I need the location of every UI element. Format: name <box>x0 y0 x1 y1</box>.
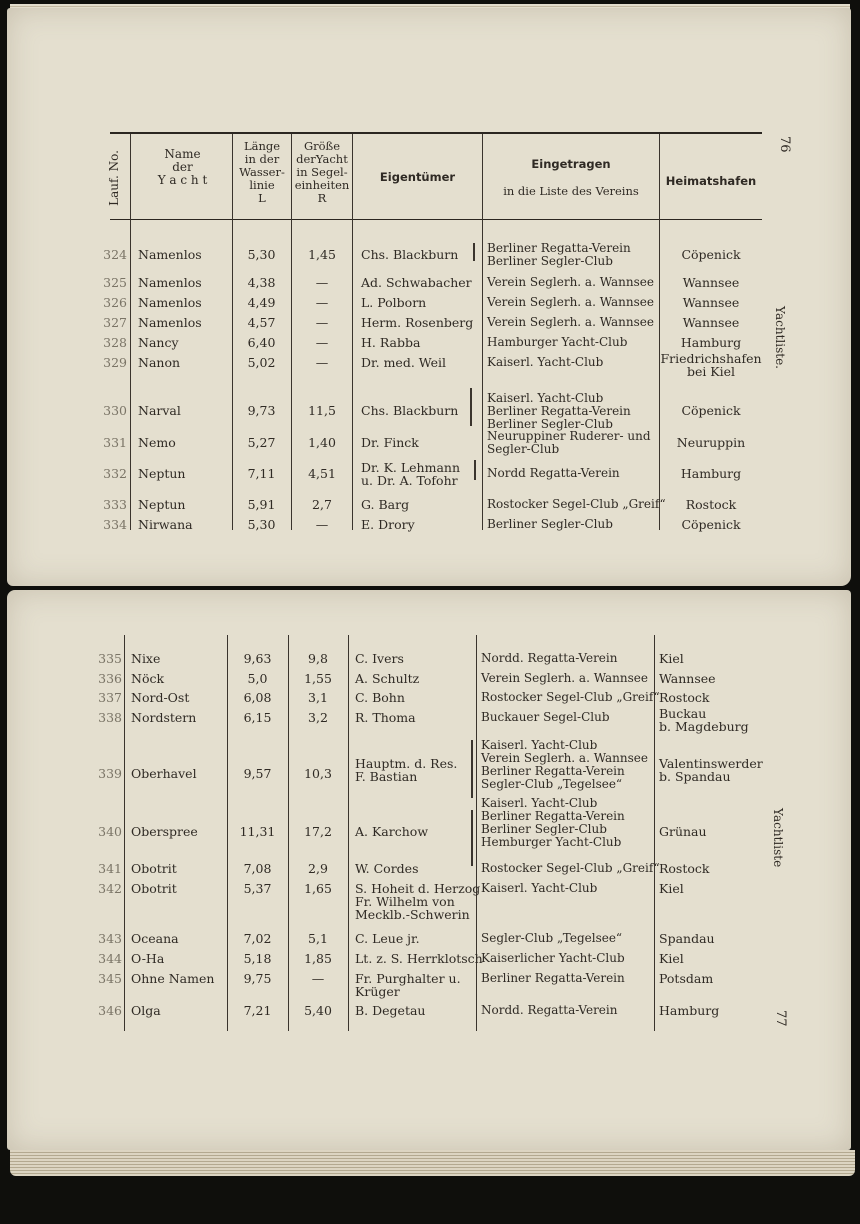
length-value: 5,27 <box>247 435 276 450</box>
club-entry: Kaiserl. Yacht-Club Berliner Regatta-Verein Berliner Segler-Club Hemburger Yacht-Club <box>481 796 625 849</box>
yacht-name: Oberspree <box>131 824 198 839</box>
home-port: Hamburg <box>680 466 742 481</box>
sail-units-value: 17,2 <box>304 824 332 839</box>
owner-name: C. Bohn <box>355 690 405 705</box>
club-entry: Segler-Club „Tegelsee“ <box>481 931 623 945</box>
sail-units-value: 1,65 <box>304 881 332 896</box>
length-value: 5,0 <box>247 671 268 686</box>
brace <box>471 740 473 798</box>
owner-name: H. Rabba <box>361 335 421 350</box>
yacht-name: Oceana <box>131 931 179 946</box>
owner-name: Ad. Schwabacher <box>361 275 472 290</box>
page-number: 77 <box>773 1010 788 1027</box>
length-value: 5,18 <box>243 951 272 966</box>
home-port: Friedrichshafen bei Kiel <box>660 351 762 379</box>
home-port: Hamburg <box>680 335 742 350</box>
owner-name: S. Hoheit d. Herzog Fr. Wilhelm von Mecklb.-Schwerin <box>355 881 481 922</box>
owner-name: C. Ivers <box>355 651 404 666</box>
row-number: 330 <box>103 403 127 418</box>
yacht-name: Nanon <box>138 355 181 370</box>
length-value: 7,08 <box>243 861 272 876</box>
sail-units-value: 1,85 <box>304 951 332 966</box>
row-number: 335 <box>98 651 122 666</box>
home-port: Rostock <box>659 690 710 705</box>
length-value: 5,30 <box>247 517 276 532</box>
header-eingetragen-sub: in die Liste des Vereins <box>503 184 639 198</box>
home-port: Kiel <box>659 651 684 666</box>
yacht-name: Obotrit <box>131 881 177 896</box>
length-value: 7,11 <box>247 466 276 481</box>
row-number: 332 <box>103 466 127 481</box>
yacht-name: Nord-Ost <box>131 690 190 705</box>
club-entry: Kaiserl. Yacht-Club <box>481 881 598 895</box>
club-entry: Verein Seglerh. a. Wannsee <box>487 315 654 329</box>
row-number: 327 <box>103 315 127 330</box>
row-number: 342 <box>98 881 122 896</box>
brace <box>474 460 476 480</box>
yacht-name: O-Ha <box>131 951 165 966</box>
brace <box>470 388 472 426</box>
sail-units-value: 1,45 <box>308 247 336 262</box>
club-entry: Berliner Regatta-Verein <box>481 971 625 985</box>
owner-name: Dr. med. Weil <box>361 355 446 370</box>
owner-name: Hauptm. d. Res. F. Bastian <box>355 756 458 784</box>
running-title: Yachtliste <box>771 808 785 868</box>
header-top-rule <box>110 132 762 134</box>
header-heimatshafen: Heimatshafen <box>665 174 757 188</box>
header-eingetragen: Eingetragen <box>531 157 611 171</box>
length-value: 11,31 <box>239 824 276 839</box>
home-port: Valentinswerder b. Spandau <box>659 756 763 784</box>
row-number: 328 <box>103 335 127 350</box>
yacht-name: Nixe <box>131 651 161 666</box>
sail-units-value: 2,7 <box>312 497 332 512</box>
owner-name: Dr. K. Lehmann u. Dr. A. Tofohr <box>361 460 461 488</box>
row-number: 324 <box>103 247 127 262</box>
home-port: Wannsee <box>659 671 716 686</box>
brace <box>473 243 475 261</box>
sail-units-value: 5,1 <box>308 931 328 946</box>
row-number: 337 <box>98 690 122 705</box>
length-value: 5,02 <box>247 355 276 370</box>
book-bottom-edge <box>10 1150 855 1176</box>
length-value: 4,57 <box>247 315 276 330</box>
home-port: Rostock <box>685 497 737 512</box>
club-entry: Berliner Regatta-Verein Berliner Segler-Club <box>487 241 631 268</box>
col-divider <box>476 635 477 1031</box>
club-entry: Rostocker Segel-Club „Greif“ <box>481 690 660 704</box>
home-port: Potsdam <box>659 971 714 986</box>
header-groesse: Größe derYacht in Segel- einheiten R <box>294 139 350 205</box>
owner-name: Dr. Finck <box>361 435 419 450</box>
sail-units-value: 1,40 <box>308 435 336 450</box>
yacht-name: Namenlos <box>138 295 202 310</box>
length-value: 9,73 <box>247 403 276 418</box>
col-divider <box>348 635 349 1031</box>
yacht-name: Olga <box>131 1003 161 1018</box>
row-number: 329 <box>103 355 127 370</box>
yacht-name: Namenlos <box>138 247 202 262</box>
club-entry: Verein Seglerh. a. Wannsee <box>487 275 654 289</box>
length-value: 7,21 <box>243 1003 272 1018</box>
home-port: Hamburg <box>659 1003 720 1018</box>
yacht-name: Narval <box>138 403 181 418</box>
brace <box>471 810 473 866</box>
owner-name: Lt. z. S. Herrklotsch <box>355 951 483 966</box>
yacht-name: Nancy <box>138 335 179 350</box>
home-port: Neuruppin <box>676 435 746 450</box>
header-name: Name der Y a c h t <box>157 147 208 187</box>
row-number: 340 <box>98 824 122 839</box>
yacht-name: Oberhavel <box>131 766 197 781</box>
owner-name: W. Cordes <box>355 861 419 876</box>
club-entry: Rostocker Segel-Club „Greif“ <box>481 861 660 875</box>
row-number: 331 <box>103 435 127 450</box>
home-port: Wannsee <box>682 315 740 330</box>
club-entry: Neuruppiner Ruderer- und Segler-Club <box>487 429 651 456</box>
length-value: 6,15 <box>243 710 272 725</box>
owner-name: L. Polborn <box>361 295 427 310</box>
length-value: 9,75 <box>243 971 272 986</box>
yacht-name: Ohne Namen <box>131 971 215 986</box>
page-number: 76 <box>777 136 792 153</box>
owner-name: A. Karchow <box>355 824 429 839</box>
home-port: Cöpenick <box>681 517 741 532</box>
home-port: Cöpenick <box>681 247 741 262</box>
club-entry: Berliner Segler-Club <box>487 517 613 531</box>
row-number: 344 <box>98 951 122 966</box>
col-divider <box>130 134 131 530</box>
row-number: 343 <box>98 931 122 946</box>
running-title: Yachtliste. <box>773 306 787 369</box>
owner-name: A. Schultz <box>355 671 420 686</box>
sail-units-value: 3,1 <box>308 690 328 705</box>
page-77 <box>7 590 851 1150</box>
home-port: Cöpenick <box>681 403 741 418</box>
row-number: 345 <box>98 971 122 986</box>
length-value: 5,91 <box>247 497 276 512</box>
home-port: Wannsee <box>682 275 740 290</box>
sail-units-value: — <box>315 275 329 290</box>
row-number: 336 <box>98 671 122 686</box>
club-entry: Hamburger Yacht-Club <box>487 335 628 349</box>
yacht-name: Nirwana <box>138 517 193 532</box>
col-divider <box>288 635 289 1031</box>
sail-units-value: 2,9 <box>308 861 328 876</box>
length-value: 5,30 <box>247 247 276 262</box>
sail-units-value: — <box>315 517 329 532</box>
sail-units-value: 1,55 <box>304 671 332 686</box>
row-number: 346 <box>98 1003 122 1018</box>
club-entry: Kaiserl. Yacht-Club Berliner Regatta-Verein Berliner Segler-Club <box>487 391 631 431</box>
sail-units-value: 3,2 <box>308 710 328 725</box>
header-eigentuemer: Eigentümer <box>379 170 456 184</box>
length-value: 4,38 <box>247 275 276 290</box>
yacht-name: Namenlos <box>138 315 202 330</box>
club-entry: Verein Seglerh. a. Wannsee <box>481 671 648 685</box>
club-entry: Kaiserl. Yacht-Club Verein Seglerh. a. Wannsee Berliner Regatta-Verein Segler-Club „Tegelsee“ <box>481 738 648 791</box>
row-number: 326 <box>103 295 127 310</box>
yacht-name: Neptun <box>138 466 186 481</box>
home-port: Kiel <box>659 951 684 966</box>
length-value: 9,57 <box>243 766 272 781</box>
home-port: Grünau <box>659 824 707 839</box>
yacht-name: Obotrit <box>131 861 177 876</box>
club-entry: Buckauer Segel-Club <box>481 710 610 724</box>
yacht-name: Nöck <box>131 671 165 686</box>
sail-units-value: 11,5 <box>308 403 336 418</box>
owner-name: G. Barg <box>361 497 410 512</box>
row-number: 338 <box>98 710 122 725</box>
sail-units-value: — <box>311 971 325 986</box>
owner-name: Chs. Blackburn <box>361 247 459 262</box>
sail-units-value: 4,51 <box>308 466 336 481</box>
row-number: 333 <box>103 497 127 512</box>
sail-units-value: 9,8 <box>308 651 328 666</box>
sail-units-value: — <box>315 295 329 310</box>
home-port: Kiel <box>659 881 684 896</box>
club-entry: Rostocker Segel-Club „Greif“ <box>487 497 666 511</box>
club-entry: Kaiserl. Yacht-Club <box>487 355 604 369</box>
club-entry: Kaiserlicher Yacht-Club <box>481 951 625 965</box>
home-port: Spandau <box>659 931 715 946</box>
owner-name: E. Drory <box>361 517 415 532</box>
owner-name: B. Degetau <box>355 1003 426 1018</box>
row-number: 325 <box>103 275 127 290</box>
length-value: 7,02 <box>243 931 272 946</box>
length-value: 6,40 <box>247 335 276 350</box>
home-port: Rostock <box>659 861 710 876</box>
row-number: 341 <box>98 861 122 876</box>
header-bottom-rule <box>110 219 762 220</box>
club-entry: Nordd. Regatta-Verein <box>481 1003 618 1017</box>
club-entry: Nordd Regatta-Verein <box>487 466 620 480</box>
club-entry: Nordd. Regatta-Verein <box>481 651 618 665</box>
owner-name: Chs. Blackburn <box>361 403 459 418</box>
owner-name: Herm. Rosenberg <box>361 315 474 330</box>
yacht-name: Nemo <box>138 435 176 450</box>
length-value: 9,63 <box>243 651 272 666</box>
home-port: Buckau b. Magdeburg <box>659 706 749 734</box>
sail-units-value: 5,40 <box>304 1003 332 1018</box>
club-entry: Verein Seglerh. a. Wannsee <box>487 295 654 309</box>
row-number: 339 <box>98 766 122 781</box>
yacht-name: Namenlos <box>138 275 202 290</box>
home-port: Wannsee <box>682 295 740 310</box>
sail-units-value: — <box>315 335 329 350</box>
owner-name: Fr. Purghalter u. Krüger <box>355 971 461 999</box>
owner-name: R. Thoma <box>355 710 416 725</box>
length-value: 5,37 <box>243 881 272 896</box>
col-divider <box>352 134 353 530</box>
page-76 <box>7 8 851 586</box>
owner-name: C. Leue jr. <box>355 931 420 946</box>
yacht-name: Nordstern <box>131 710 197 725</box>
sail-units-value: — <box>315 355 329 370</box>
col-divider <box>227 635 228 1031</box>
header-laenge: Länge in der Wasser- linie L <box>239 139 285 205</box>
length-value: 6,08 <box>243 690 272 705</box>
col-divider <box>124 635 125 1031</box>
header-lauf-no: Lauf. No. <box>107 150 121 206</box>
length-value: 4,49 <box>247 295 276 310</box>
sail-units-value: 10,3 <box>304 766 332 781</box>
row-number: 334 <box>103 517 127 532</box>
sail-units-value: — <box>315 315 329 330</box>
yacht-name: Neptun <box>138 497 186 512</box>
